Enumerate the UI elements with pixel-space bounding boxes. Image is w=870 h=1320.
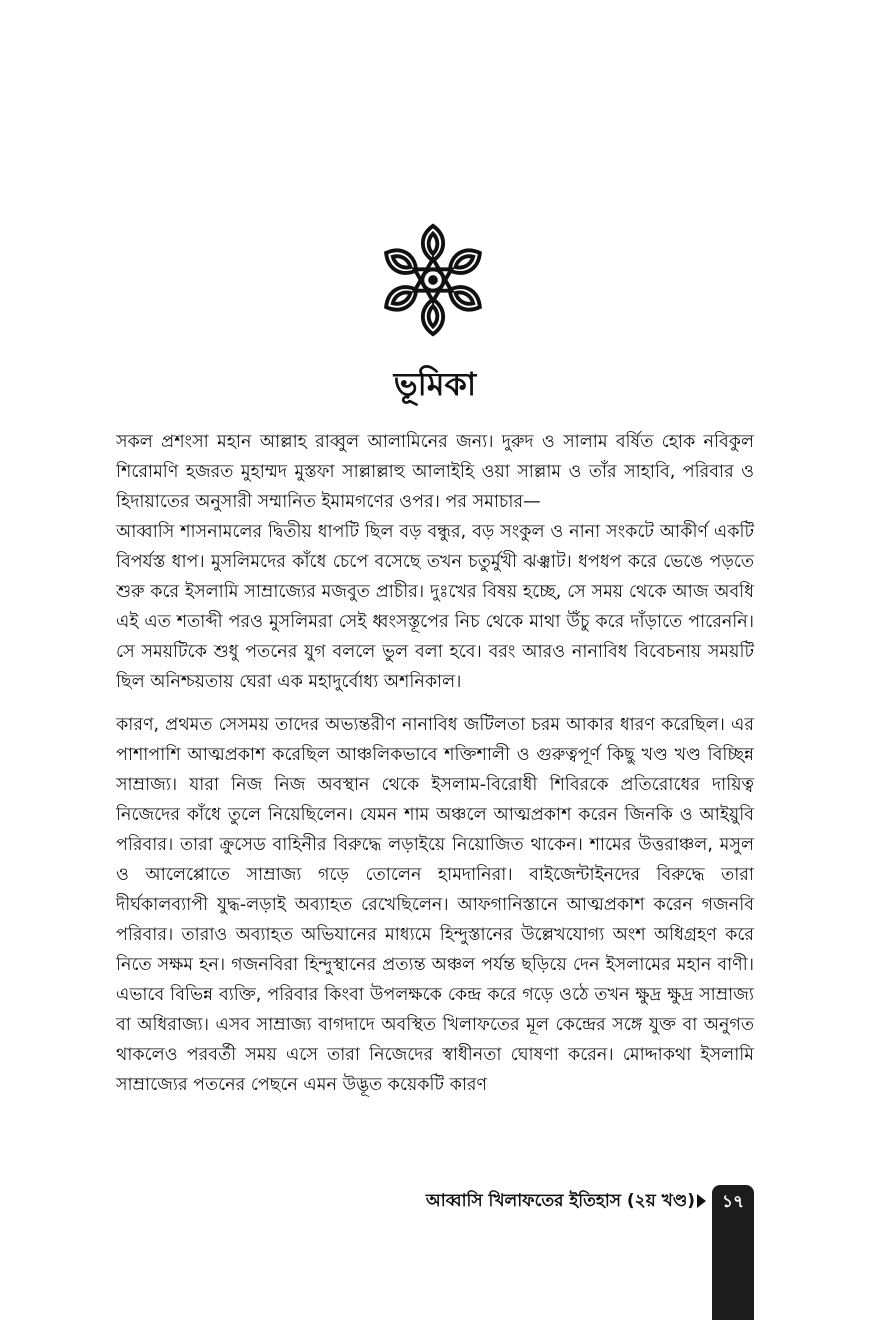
running-footer-title: আব্বাসি খিলাফতের ইতিহাস (২য় খণ্ড) xyxy=(425,1191,695,1211)
paragraph: সকল প্রশংসা মহান আল্লাহ রাব্বুল আলামিনের জন্য। দুরুদ ও সালাম বর্ষিত হোক নবিকুল শিরোমণি হজরত মুহাম্মদ মুস্তফা সাল্লাল্লাহু আলাইহি ওয়া সাল্লাম ও তাঁর সাহাবি, পরিবার ও হিদায়াতের অনুসারী সম্মানিত ইমামগণের ওপর। পর সমাচার— xyxy=(116,432,754,512)
page-number: ১৭ xyxy=(721,1192,745,1212)
paragraph: কারণ, প্রথমত সেসময় তাদের অভ্যন্তরীণ নানাবিধ জটিলতা চরম আকার ধারণ করেছিল। এর পাশাপাশি আত্মপ্রকাশ করেছিল আঞ্চলিকভাবে শক্তিশালী ও গুরুত্বপূর্ণ কিছু খণ্ড খণ্ড বিচ্ছিন্ন সাম্রাজ্য। যারা নিজ নিজ অবস্থান থেকে ইসলাম-বিরোধী শিবিরকে প্রতিরোধের দায়িত্ব নিজেদের কাঁধে তুলে নিয়েছিলেন। যেমন শাম অঞ্চলে আত্মপ্রকাশ করেন জিনকি ও আইয়ুবি পরিবার। তারা ক্রুসেড বাহিনীর বিরুদ্ধে লড়াইয়ে নিয়োজিত থাকেন। শামের উত্তরাঞ্চল, মসুল ও আলেপ্পোতে সাম্রাজ্য গড়ে তোলেন হামদানিরা। বাইজেন্টাইনদের বিরুদ্ধে তারা দীর্ঘকালব্যাপী যুদ্ধ-লড়াই অব্যাহত রেখেছিলেন। আফগানিস্তানে আত্মপ্রকাশ করেন গজনবি পরিবার। তারাও অব্যাহত অভিযানের মাধ্যমে হিন্দুস্তানের উল্লেখযোগ্য অংশ অধিগ্রহণ করে নিতে সক্ষম হন। গজনবিরা হিন্দুস্থানের প্রত্যন্ত অঞ্চল পর্যন্ত ছড়িয়ে দেন ইসলামের মহান বাণী। এভাবে বিভিন্ন ব্যক্তি, পরিবার কিংবা উপলক্ষকে কেন্দ্র করে গড়ে ওঠে তখন ক্ষুদ্র ক্ষুদ্র সাম্রাজ্য বা অধিরাজ্য। এসব সাম্রাজ্য বাগদাদে অবস্থিত খিলাফতের মূল কেন্দ্রের সঙ্গে যুক্ত বা অনুগত থাকলেও পরবর্তী সময় এসে তারা নিজেদের স্বাধীনতা ঘোষণা করেন। মোদ্দাকথা ইসলামি সাম্রাজ্যের পতনের পেছনে এমন উদ্ভূত কয়েকটি কারণ xyxy=(116,715,754,1095)
page-number-tab xyxy=(712,1185,754,1320)
body-text xyxy=(116,427,754,1100)
flower-ornament-icon xyxy=(375,222,491,338)
page-title: ভূমিকা xyxy=(393,365,477,403)
paragraph: আব্বাসি শাসনামলের দ্বিতীয় ধাপটি ছিল বড় বন্ধুর, বড় সংকুল ও নানা সংকটে আকীর্ণ একটি বিপর্যস্ত ধাপ। মুসলিমদের কাঁধে চেপে বসেছে তখন চতুর্মুখী ঝঞ্ঝাট। ধপধপ করে ভেঙে পড়তে শুরু করে ইসলামি সাম্রাজ্যের মজবুত প্রাচীর। দুঃখের বিষয় হচ্ছে, সে সময় থেকে আজ অবধি এই এত শতাব্দী পরও মুসলিমরা সেই ধ্বংসস্তূপের নিচ থেকে মাথা উঁচু করে দাঁড়াতে পারেননি। সে সময়টিকে শুধু পতনের যুগ বললে ভুল বলা হবে। বরং আরও নানাবিধ বিবেচনায় সময়টি ছিল অনিশ্চয়তায় ঘেরা এক মহাদুর্বোধ্য অশনিকাল। xyxy=(116,522,754,692)
triangle-right-icon xyxy=(697,1194,706,1208)
